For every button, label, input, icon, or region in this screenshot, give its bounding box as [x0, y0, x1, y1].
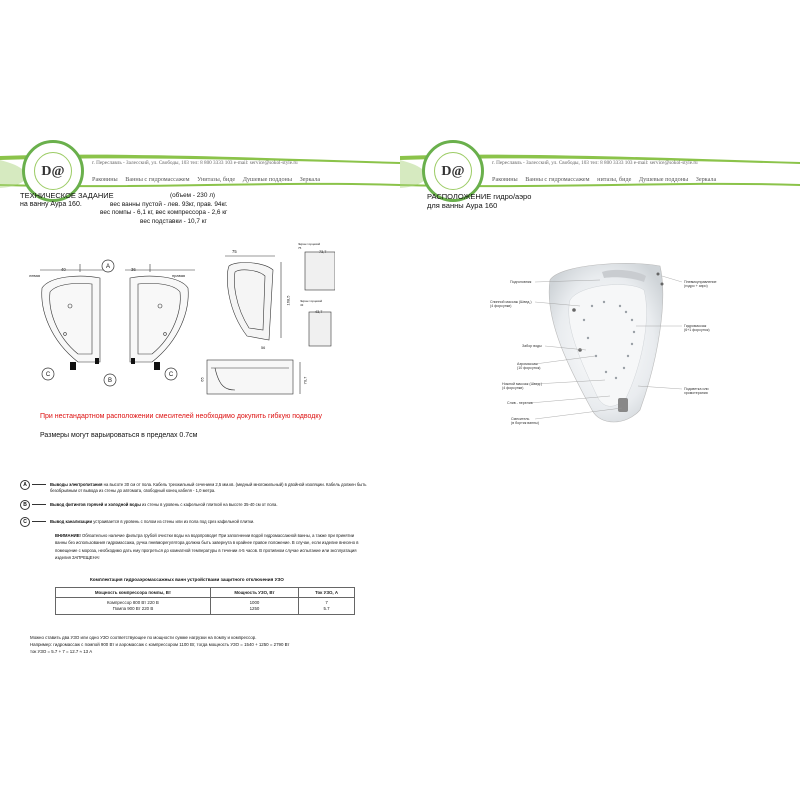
spec-volume: (объем - 230 л): [170, 192, 216, 199]
legend-c: [23, 519, 380, 525]
dim-56: 56: [261, 346, 266, 350]
nav-link-5[interactable]: Зеркала: [299, 176, 321, 183]
footnote: [30, 634, 370, 655]
callout-light-title: Подсветка или: [684, 387, 709, 391]
callout-aero-title: Аэромассаж: [517, 362, 538, 366]
marker-c-left: C: [45, 372, 51, 378]
callout-aero-detail: (10 форсунок): [517, 366, 541, 371]
table-row: [56, 598, 355, 615]
spec-pump: вес помпы - 6,1 кг, вес компрессора - 2,6 кг: [100, 209, 228, 216]
uzo-header-1: Мощность компрессора помпы, Вт: [56, 588, 211, 598]
bath-technical-drawing: [205, 240, 335, 400]
marker-c-right: C: [168, 372, 174, 378]
uzo-cell-power-1: 1000: [249, 600, 260, 605]
spec-block: [100, 192, 228, 226]
legend-c-text: устраивается в уровень с полом из стены или из пола под срез кафельной плитки.: [93, 519, 255, 524]
callout-leader-lines: [400, 130, 800, 690]
attention-text: Обязательно наличие фильтра грубой очистки воды на водопроводе! При заполнении водой гидромассажной ванны, а также при принятии ванны без использования гидромассажа, ручка пневморегулятора должна быть завернута в крайнее правое положение. В случае, если изделие внесено в помещение с мороза, необходимо дать ему прогреться до комнатной температуры в течении 4-5 часов. В противном случае испытание или эксплуатация изделия ЗАПРЕЩЕНА!: [55, 533, 359, 561]
label-left: левая: [29, 273, 41, 278]
brand-header: [0, 150, 400, 194]
dim-73-7: 73,7: [319, 250, 327, 254]
nav-link-1[interactable]: Раковины: [92, 176, 118, 183]
dim-75: 75: [232, 249, 237, 254]
callout-water-intake: Забор воды: [522, 344, 542, 348]
dim-168-5: 168,5: [285, 295, 291, 306]
uzo-header-2: Мощность УЗО, Вт: [210, 588, 298, 598]
legend-a: [23, 482, 380, 494]
contact-line: г. Переславль - Залесский, ул. Свободы, 103 тел: 8 800 3333 103 e-mail: service@sokol-style.ru: [92, 160, 298, 166]
dim-43-7: 43,7: [315, 310, 323, 314]
callout-mixer-title: Смеситель: [511, 417, 530, 421]
dim-40: 40: [61, 267, 66, 272]
label-right: правая: [172, 273, 186, 278]
legend-b-title: Вывод фитингов горячей и холодной воды: [50, 502, 141, 507]
badge-b: B: [20, 500, 30, 510]
uzo-cell-device-1: Компрессор 800 Вт 220 В: [107, 600, 159, 605]
uzo-cell-power-2: 1250: [249, 606, 260, 611]
callout-spine-title: Спинной массаж (Швед.): [490, 300, 532, 304]
nav-link-3[interactable]: Унитазы, биде: [197, 176, 236, 183]
callout-pneumo-detail: (гидро + аэро): [684, 284, 708, 289]
attention-title: ВНИМАНИЕ!: [55, 533, 81, 538]
doc-title: [20, 192, 114, 209]
right-page: [400, 130, 800, 690]
footnote-line-2: Например: гидромассаж с помпой 900 Вт и аэромассаж с компрессором 1100 Вт, тогда мощность УЗО = 1540 + 1250 = 2790 Вт: [30, 642, 290, 647]
nav-link-r4[interactable]: Душевые поддоны: [638, 176, 689, 183]
callout-pneumo-title: Пневмоуправление: [684, 280, 717, 284]
stand-label-2: Экран торцевой 43: [300, 299, 323, 307]
legend-c-title: Вывод канализации: [50, 519, 93, 524]
nav-link-r1[interactable]: Раковины: [492, 176, 518, 183]
uzo-cell-current-1: 7: [325, 600, 328, 605]
size-tolerance-note: Размеры могут варьироваться в пределах 0.7см: [40, 432, 198, 439]
footnote-line-3: ток УЗО = 5.7 + 7 = 12.7 ≈ 13 А: [30, 649, 93, 654]
title-line-2: на ванну Аура 160.: [20, 200, 82, 208]
callout-hydro-detail: (6+1 форсунок): [684, 328, 710, 333]
attention-paragraph: [55, 532, 360, 562]
dim-70-7: 70,7: [302, 376, 308, 385]
marker-a: A: [105, 264, 111, 270]
nav-link-4[interactable]: Душевые поддоны: [242, 176, 293, 183]
nav-link-r3[interactable]: нитазы, биде: [597, 176, 632, 183]
badge-c: C: [20, 517, 30, 527]
uzo-cell-current-2: 5.7: [323, 606, 330, 611]
callout-mixer-detail: (в бортик ванны): [511, 421, 539, 426]
nav-link-2[interactable]: Ванны с гидромассажем: [125, 176, 190, 183]
title-line-1: ТЕХНИЧЕСКОЕ ЗАДАНИЕ: [20, 191, 114, 200]
layout-title-line-1: РАСПОЛОЖЕНИЕ гидро/аэро: [427, 192, 532, 201]
callout-hydro-title: Гидромассаж: [684, 324, 707, 328]
spec-weight: вес ванны пустой - лев. 93кг, прав. 94кг.: [110, 200, 228, 208]
dim-36: 36: [131, 267, 136, 272]
logo-letters-right: D@: [441, 164, 465, 179]
dim-65: 65: [199, 377, 205, 382]
warning-flexible-hose: При нестандартном расположении смесителей необходимо докупить гибкую подводку: [40, 413, 322, 420]
uzo-table: [55, 587, 355, 615]
legend-b-text: из стены в уровень с кафельной плиткой на высоте 35-40 см от пола.: [141, 502, 278, 507]
callout-light-detail: хромотерапия: [684, 391, 708, 396]
connection-markers: [30, 250, 200, 390]
layout-title-line-2: для ванны Аура 160: [427, 201, 498, 210]
nav-link-r5[interactable]: Зеркала: [695, 176, 717, 183]
spec-stand: вес подставки - 10,7 кг: [140, 217, 207, 225]
left-page: [0, 130, 400, 690]
callout-foot-detail: (4 форсунки): [502, 386, 524, 391]
uzo-cell-device-2: Помпа 900 Вт 220 В: [112, 606, 154, 611]
nav-links: [92, 176, 326, 183]
callout-drain: Слив - перелив: [507, 401, 533, 405]
badge-a: A: [20, 480, 30, 490]
logo-letters: D@: [41, 164, 65, 179]
legend-b: [23, 502, 380, 508]
uzo-table-title: Комплектация гидроаэромассажных ванн устройствами защитного отключения УЗО: [90, 577, 284, 582]
nav-link-r2[interactable]: Ванны с гидромассажем: [525, 176, 590, 183]
contact-line-right: г. Переславль - Залесский, ул. Свободы, 103 тел: 8 800 3333 103 e-mail: service@sokol-style.ru: [492, 160, 698, 166]
uzo-header-3: Ток УЗО, А: [299, 588, 355, 598]
marker-b: B: [107, 378, 113, 384]
legend-a-title: Выводы электропитания: [50, 482, 103, 487]
callout-foot-title: Ножной массаж (Швед.): [502, 382, 542, 386]
legend-a-text: на высоте 30 см от пола. Кабель трехжильный сечением 2,5 мм.кв. (медный многожильный) в двойной изоляции. Кабель должен быть безобрывным от вывода из стены до автомата, свободный конец кабеля - 1,0 метра.: [50, 482, 367, 493]
stand-label-1: Экран торцевой 75: [298, 242, 321, 250]
callout-spine-detail: (4 форсунки): [490, 304, 512, 309]
footnote-line-1: Можно ставить два УЗО или одно УЗО соответствующее по мощности сумме нагрузки на помпу и компрессор.: [30, 635, 257, 640]
callout-headrest: Подголовник: [510, 280, 532, 284]
